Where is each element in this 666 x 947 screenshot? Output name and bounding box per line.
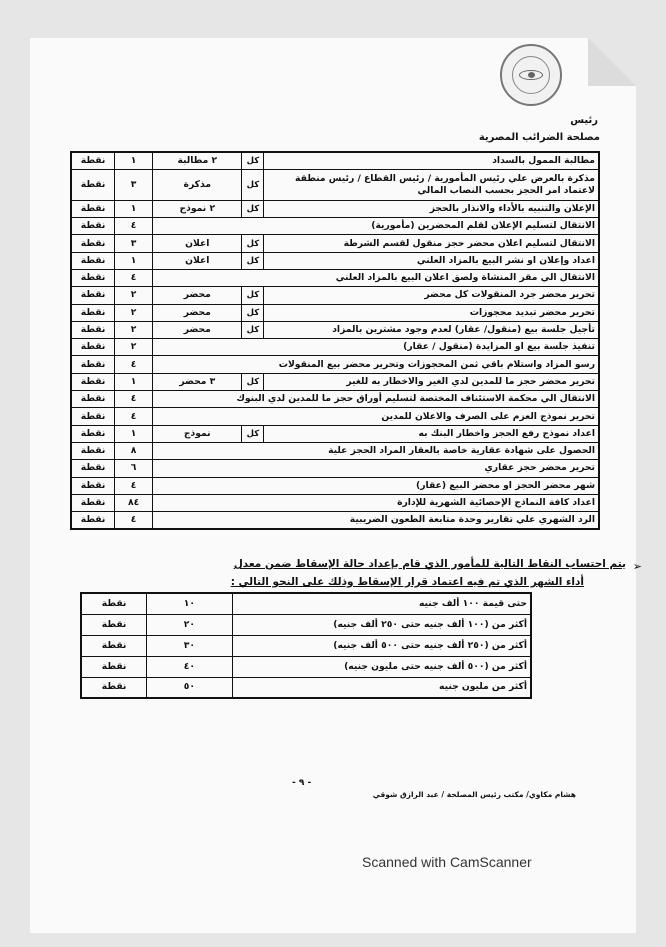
row-count: ١	[115, 425, 153, 442]
table-row	[81, 656, 531, 677]
row-description: تحرير محضر حجز ما للمدين لدي الغير والاخطار به للغير	[264, 373, 599, 390]
row-per-label: كل	[242, 287, 264, 304]
row-description: تأجيل جلسة بيع (منقول/ عقار) لعدم وجود مشترين بالمزاد	[264, 321, 599, 338]
row-points-label: نقطة	[71, 512, 115, 529]
row-unit: مذكرة	[153, 169, 242, 200]
note-line-1: يتم احتساب النقاط التالية للمأمور الذي قام بإعداد حالة الإسقاط ضمن معدل	[233, 558, 626, 570]
row-description: تنفيذ جلسة بيع او المزايدة (منقول / عقار)	[153, 339, 599, 356]
points-table	[70, 151, 600, 530]
table-row	[71, 391, 599, 408]
scanner-watermark: Scanned with CamScanner	[362, 854, 532, 870]
row-count: ٤	[115, 408, 153, 425]
row-count: ٤	[115, 391, 153, 408]
row-description: رسو المزاد واستلام باقي ثمن المحجوزات وتحرير محضر بيع المنقولات	[153, 356, 599, 373]
row-points-label: نقطة	[81, 593, 147, 614]
header-title: رئيس	[570, 115, 598, 126]
row-per-label: كل	[242, 373, 264, 390]
row-points-label: نقطة	[71, 200, 115, 217]
row-unit: اعلان	[153, 235, 242, 252]
note-line-2: أداء الشهر الذي تم فيه اعتماد قرار الإسقاط وذلك على النحو التالي :	[230, 576, 584, 588]
row-count: ٤	[115, 356, 153, 373]
row-description: تحرير محضر حجز عقاري	[153, 460, 599, 477]
row-unit: محضر	[153, 321, 242, 338]
row-description: الانتقال الي محكمة الاستئناف المختصة لتسليم أوراق حجز ما للمدين لدي البنوك	[153, 391, 599, 408]
table-row	[81, 635, 531, 656]
row-description: الحصول على شهادة عقارية خاصة بالعقار المراد الحجز علية	[153, 442, 599, 459]
table-row	[71, 269, 599, 286]
row-points-label: نقطة	[71, 235, 115, 252]
table-row	[81, 614, 531, 635]
row-count: ١٠	[147, 593, 232, 614]
table-row	[71, 373, 599, 390]
row-count: ٤	[115, 218, 153, 235]
row-points-label: نقطة	[71, 218, 115, 235]
row-description: اعداد كافة النماذج الإحصائية الشهرية للإدارة	[153, 494, 599, 511]
row-points-label: نقطة	[71, 460, 115, 477]
row-per-label: كل	[242, 169, 264, 200]
table-row	[71, 200, 599, 217]
row-count: ١	[115, 373, 153, 390]
row-count: ٢	[115, 339, 153, 356]
table-row	[71, 252, 599, 269]
row-points-label: نقطة	[71, 356, 115, 373]
table-row	[71, 425, 599, 442]
row-points-label: نقطة	[81, 614, 147, 635]
row-points-label: نقطة	[71, 477, 115, 494]
row-unit: ٢ نموذج	[153, 200, 242, 217]
row-per-label: كل	[242, 252, 264, 269]
row-description: مذكرة بالعرض علي رئيس المأمورية / رئيس القطاع / رئيس منطقة لاعتماد امر الحجز بحسب النصاب المالي	[264, 169, 599, 200]
row-per-label: كل	[242, 152, 264, 169]
row-count: ٨	[115, 442, 153, 459]
row-description: اعداد نموذج رفع الحجز واخطار البنك به	[264, 425, 599, 442]
row-points-label: نقطة	[71, 494, 115, 511]
table-row	[71, 169, 599, 200]
table-row	[71, 287, 599, 304]
row-points-label: نقطة	[71, 391, 115, 408]
page-number: - ٩ -	[292, 778, 312, 788]
footer-signature: هشام مكاوي/ مكتب رئيس المصلحة / عبد الرازق شوقي	[372, 790, 576, 799]
row-count: ٤	[115, 512, 153, 529]
bullet-arrow-icon: ➢	[632, 560, 642, 573]
row-per-label: كل	[242, 425, 264, 442]
table-row	[71, 321, 599, 338]
row-count: ٢	[115, 304, 153, 321]
row-count: ١	[115, 152, 153, 169]
row-description: أكثر من مليون جنيه	[232, 677, 531, 698]
row-description: الانتقال لتسليم الإعلان لقلم المحضرين (مأمورية)	[153, 218, 599, 235]
table-row	[71, 356, 599, 373]
row-points-label: نقطة	[71, 287, 115, 304]
row-description: الإعلان والتنبيه بالأداء والانذار بالحجز	[264, 200, 599, 217]
row-description: مطالبة الممول بالسداد	[264, 152, 599, 169]
header-org: مصلحة الضرائب المصرية	[478, 132, 600, 143]
table-row	[71, 442, 599, 459]
row-unit: نموذج	[153, 425, 242, 442]
row-points-label: نقطة	[71, 321, 115, 338]
table-row	[71, 235, 599, 252]
page-fold	[588, 38, 636, 86]
table-row	[81, 677, 531, 698]
row-points-label: نقطة	[71, 169, 115, 200]
row-unit: ٢ مطالبة	[153, 152, 242, 169]
row-count: ١	[115, 200, 153, 217]
row-points-label: نقطة	[71, 339, 115, 356]
row-points-label: نقطة	[71, 442, 115, 459]
row-points-label: نقطة	[71, 408, 115, 425]
row-unit: محضر	[153, 287, 242, 304]
row-description: تحرير نموذج العزم على الصرف والاعلان للمدين	[153, 408, 599, 425]
row-description: تحرير محضر تبديد محجوزات	[264, 304, 599, 321]
row-description: أكثر من (٢٥٠ ألف جنيه حتى ٥٠٠ ألف جنيه)	[232, 635, 531, 656]
row-description: الانتقال لتسليم اعلان محضر حجز منقول لقسم الشرطة	[264, 235, 599, 252]
row-count: ٢	[115, 287, 153, 304]
row-points-label: نقطة	[81, 677, 147, 698]
row-per-label: كل	[242, 235, 264, 252]
table-row	[71, 339, 599, 356]
row-description: أكثر من (١٠٠ ألف جنيه حتى ٢٥٠ ألف جنيه)	[232, 614, 531, 635]
row-description: تحرير محضر جرد المنقولات كل محضر	[264, 287, 599, 304]
table-row	[71, 408, 599, 425]
row-count: ٥٠	[147, 677, 232, 698]
row-unit: اعلان	[153, 252, 242, 269]
row-description: الانتقال الي مقر المنشاة ولصق اعلان البيع بالمزاد العلني	[153, 269, 599, 286]
row-points-label: نقطة	[71, 425, 115, 442]
table-row	[71, 477, 599, 494]
row-description: اعداد وإعلان او نشر البيع بالمزاد العلني	[264, 252, 599, 269]
row-description: أكثر من (٥٠٠ ألف جنيه حتى مليون جنيه)	[232, 656, 531, 677]
row-per-label: كل	[242, 321, 264, 338]
row-count: ١	[115, 252, 153, 269]
table-row	[71, 152, 599, 169]
table-row	[71, 494, 599, 511]
row-description: شهر محضر الحجز او محضر البيع (عقار)	[153, 477, 599, 494]
row-points-label: نقطة	[71, 269, 115, 286]
row-count: ٢	[115, 321, 153, 338]
row-description: حتى قيمة ١٠٠ ألف جنيه	[232, 593, 531, 614]
row-count: ٤٠	[147, 656, 232, 677]
row-count: ٤	[115, 477, 153, 494]
table-row	[81, 593, 531, 614]
row-unit: محضر	[153, 304, 242, 321]
row-per-label: كل	[242, 304, 264, 321]
row-count: ٣	[115, 169, 153, 200]
row-points-label: نقطة	[71, 304, 115, 321]
row-unit: ٣ محضر	[153, 373, 242, 390]
row-count: ٦	[115, 460, 153, 477]
official-seal	[500, 44, 562, 106]
row-points-label: نقطة	[81, 635, 147, 656]
table-row	[71, 304, 599, 321]
table-row	[71, 460, 599, 477]
row-points-label: نقطة	[71, 152, 115, 169]
row-count: ٨٤	[115, 494, 153, 511]
row-count: ٢٠	[147, 614, 232, 635]
row-description: الرد الشهري علي تقارير وحدة متابعة الطعون الضريبية	[153, 512, 599, 529]
row-points-label: نقطة	[71, 252, 115, 269]
table-row	[71, 218, 599, 235]
row-per-label: كل	[242, 200, 264, 217]
row-count: ٣	[115, 235, 153, 252]
row-count: ٣٠	[147, 635, 232, 656]
row-points-label: نقطة	[71, 373, 115, 390]
row-count: ٤	[115, 269, 153, 286]
row-points-label: نقطة	[81, 656, 147, 677]
waiver-points-table	[80, 592, 532, 699]
table-row	[71, 512, 599, 529]
